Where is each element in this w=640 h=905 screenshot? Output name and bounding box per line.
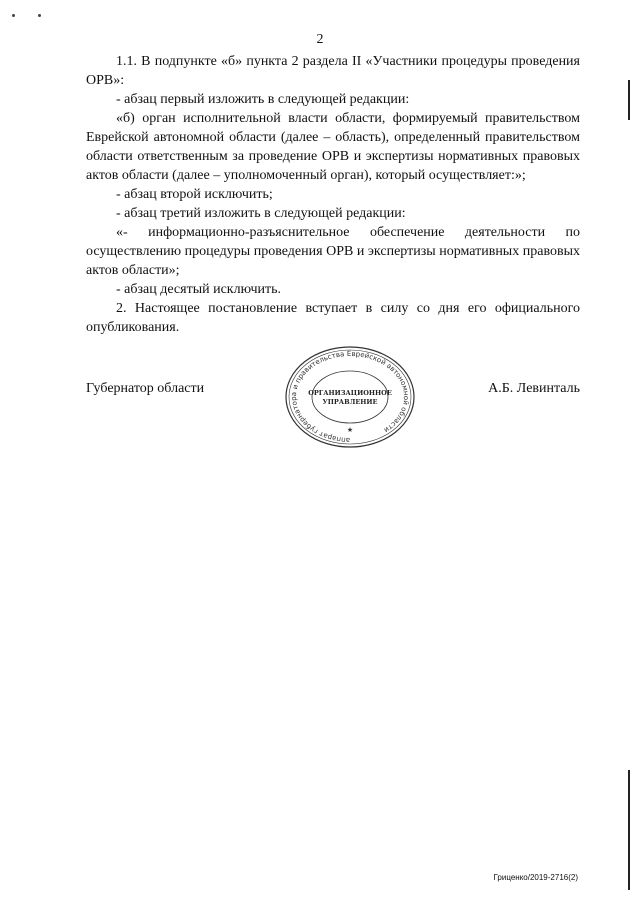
paragraph-5: - абзац третий изложить в следующей редакции:	[116, 206, 406, 221]
paragraph-1: 1.1. В подпункте «б» пункта 2 раздела II «Участники процедуры проведения ОРВ»:	[86, 54, 580, 88]
page-number: 2	[316, 32, 324, 47]
scan-edge-mark-bottom	[628, 770, 630, 890]
seal-ring-text: аппарат губернатора и правительства Еврейской автономной области	[289, 349, 411, 445]
scan-speck	[12, 14, 15, 17]
document-code: Гриценко/2019-2716(2)	[493, 873, 578, 882]
document-body	[86, 52, 580, 337]
seal-star-icon: ★	[346, 426, 354, 434]
paragraph-6: «- информационно-разъяснительное обеспечение деятельности по осуществлению процедуры проведения ОРВ и экспертизы нормативных правовых актов области»;	[86, 225, 580, 278]
scan-speck	[38, 14, 41, 17]
seal-center-line-2: УПРАВЛЕНИЕ	[322, 398, 378, 406]
paragraph-2: - абзац первый изложить в следующей редакции:	[116, 92, 410, 107]
paragraph-3: «б) орган исполнительной власти области, формируемый правительством Еврейской автономной области (далее – область), определенный правительством области ответственным за проведение ОРВ и экспертизы нормативных правовых актов области (далее – уполномоченный орган), который осуществляет:»;	[86, 111, 580, 183]
paragraph-7: - абзац десятый исключить.	[116, 282, 282, 297]
paragraph-4: - абзац второй исключить;	[116, 187, 273, 202]
official-seal-stamp	[280, 345, 420, 453]
seal-center-line-1: ОРГАНИЗАЦИОННОЕ	[308, 389, 392, 397]
signatory-name: А.Б. Левинталь	[488, 381, 580, 396]
paragraph-8: 2. Настоящее постановление вступает в силу со дня его официального опубликования.	[86, 301, 580, 335]
scan-edge-mark-top	[628, 80, 630, 120]
signatory-position: Губернатор области	[86, 381, 205, 396]
